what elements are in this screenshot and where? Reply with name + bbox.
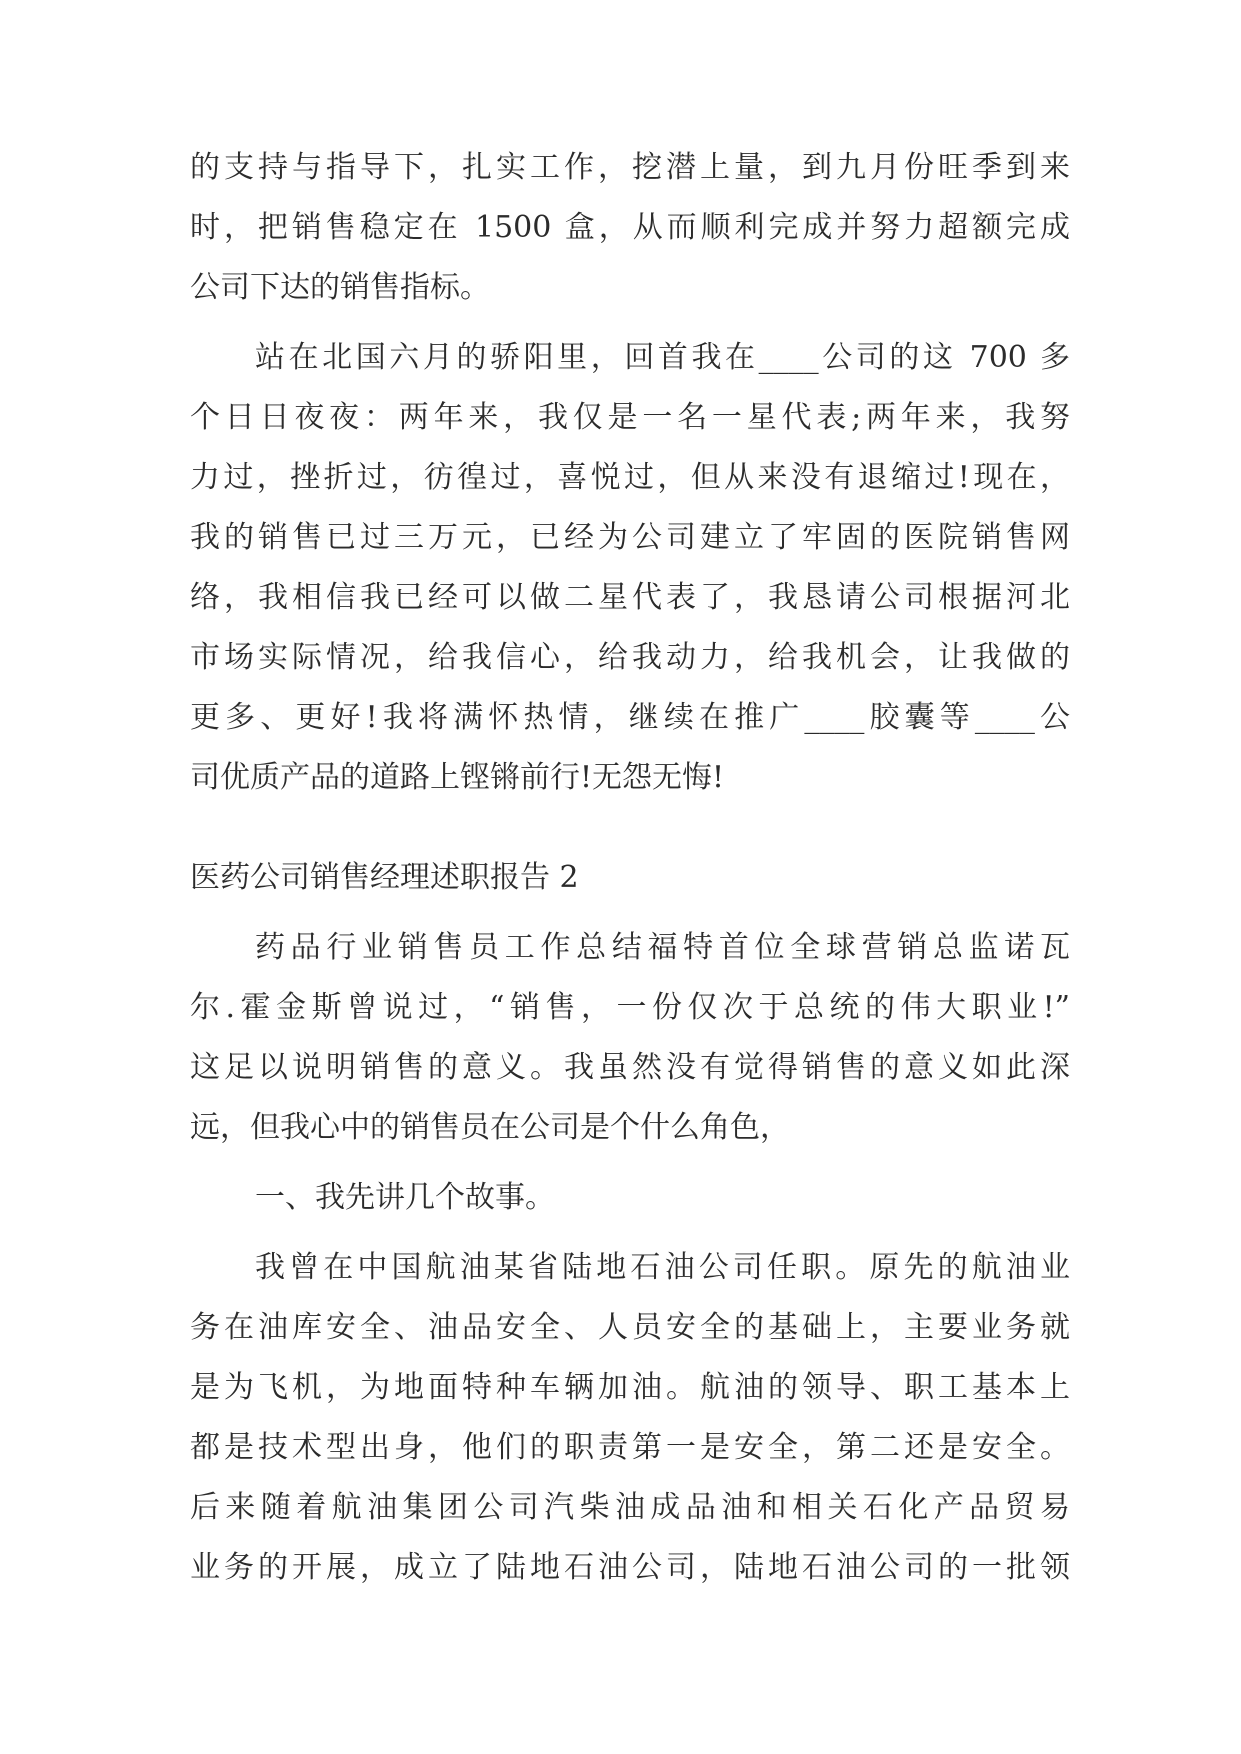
paragraph-5-line-2: 务在油库安全、油品安全、人员安全的基础上，主要业务就	[190, 1310, 1070, 1345]
paragraph-1-line-3: 公司下达的销售指标。	[190, 270, 490, 305]
paragraph-2-line-5: 络，我相信我已经可以做二星代表了，我恳请公司根据河北	[190, 580, 1070, 615]
paragraph-5-line-5: 后来随着航油集团公司汽柴油成品油和相关石化产品贸易	[190, 1490, 1070, 1525]
paragraph-5-line-3: 是为飞机，为地面特种车辆加油。航油的领导、职工基本上	[190, 1370, 1070, 1405]
paragraph-5-line-4: 都是技术型出身，他们的职责第一是安全，第二还是安全。	[190, 1430, 1070, 1465]
paragraph-2-line-7: 更多、更好!我将满怀热情，继续在推广____胶囊等____公	[190, 700, 1070, 735]
paragraph-5-line-1: 我曾在中国航油某省陆地石油公司任职。原先的航油业	[255, 1250, 1070, 1285]
paragraph-5-line-6: 业务的开展，成立了陆地石油公司，陆地石油公司的一批领	[190, 1550, 1070, 1585]
section-heading: 医药公司销售经理述职报告 2	[190, 860, 579, 895]
paragraph-2-line-8: 司优质产品的道路上铿锵前行!无怨无悔!	[190, 760, 725, 795]
paragraph-1-line-2: 时，把销售稳定在 1500 盒，从而顺利完成并努力超额完成	[190, 210, 1070, 245]
paragraph-2-line-4: 我的销售已过三万元，已经为公司建立了牢固的医院销售网	[190, 520, 1070, 555]
paragraph-2-line-1: 站在北国六月的骄阳里，回首我在____公司的这 700 多	[255, 340, 1070, 375]
paragraph-2-line-2: 个日日夜夜：两年来，我仅是一名一星代表;两年来，我努	[190, 400, 1070, 435]
paragraph-1-line-1: 的支持与指导下，扎实工作，挖潜上量，到九月份旺季到来	[190, 150, 1070, 185]
paragraph-4-line-1: 一、我先讲几个故事。	[255, 1180, 555, 1215]
paragraph-3-line-1: 药品行业销售员工作总结福特首位全球营销总监诺瓦	[255, 930, 1070, 965]
paragraph-3-line-2: 尔.霍金斯曾说过，“销售，一份仅次于总统的伟大职业!”	[190, 990, 1070, 1025]
paragraph-3-line-3: 这足以说明销售的意义。我虽然没有觉得销售的意义如此深	[190, 1050, 1070, 1085]
paragraph-2-line-3: 力过，挫折过，彷徨过，喜悦过，但从来没有退缩过!现在，	[190, 460, 1070, 495]
paragraph-3-line-4: 远，但我心中的销售员在公司是个什么角色，	[190, 1110, 790, 1145]
paragraph-2-line-6: 市场实际情况，给我信心，给我动力，给我机会，让我做的	[190, 640, 1070, 675]
